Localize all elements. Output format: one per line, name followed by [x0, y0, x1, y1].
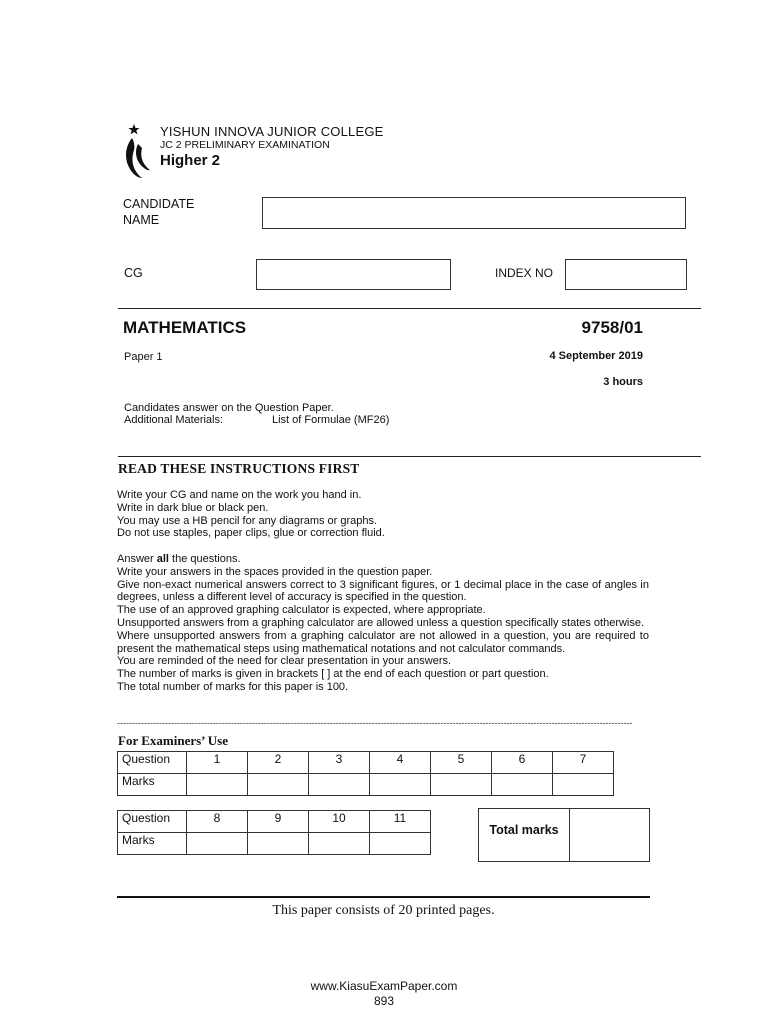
question-number: 8	[187, 811, 248, 833]
divider	[118, 308, 701, 309]
paper-number: Paper 1	[124, 351, 163, 363]
question-number: 5	[431, 752, 492, 774]
instruction-line: Write in dark blue or black pen.	[117, 501, 269, 514]
exam-name: JC 2 PRELIMINARY EXAMINATION	[160, 139, 330, 151]
question-number: 1	[187, 752, 248, 774]
marks-cell[interactable]	[492, 774, 553, 796]
question-number: 2	[248, 752, 309, 774]
exam-duration: 3 hours	[603, 376, 643, 388]
website-link[interactable]: www.KiasuExamPaper.com	[310, 979, 458, 993]
exam-date: 4 September 2019	[549, 350, 643, 362]
instruction-line: Do not use staples, paper clips, glue or correction fluid.	[117, 527, 385, 540]
instruction-line: Give non-exact numerical answers correct to 3 significant figures, or 1 decimal place in the case of angles in degrees, unless a different level of accuracy is specified in the question.	[117, 578, 649, 604]
question-label: Question	[118, 752, 187, 774]
instruction-line: The number of marks is given in brackets [ ] at the end of each question or part question.	[117, 668, 549, 681]
question-number: 11	[370, 811, 431, 833]
instruction-line: You are reminded of the need for clear presentation in your answers.	[117, 655, 452, 668]
answer-on-text: Candidates answer on the Question Paper.	[124, 402, 334, 414]
instruction-line: Unsupported answers from a graphing calculator are allowed unless a question specifically states otherwise.	[117, 616, 645, 629]
marks-cell[interactable]	[187, 774, 248, 796]
question-number: 6	[492, 752, 553, 774]
instructions-block-2	[117, 553, 649, 694]
college-logo	[122, 122, 154, 180]
instruction-line: The use of an approved graphing calculator is expected, where appropriate.	[117, 604, 486, 617]
subject-title: MATHEMATICS	[123, 318, 247, 337]
divider	[118, 456, 701, 457]
marks-table-1	[117, 751, 614, 796]
candidate-name-field[interactable]	[262, 197, 686, 229]
marks-label: Marks	[118, 833, 187, 855]
college-name: YISHUN INNOVA JUNIOR COLLEGE	[160, 124, 384, 139]
page-number: 893	[373, 994, 395, 1008]
marks-table-2	[117, 810, 431, 855]
question-label: Question	[118, 811, 187, 833]
marks-label: Marks	[118, 774, 187, 796]
question-number: 4	[370, 752, 431, 774]
level-title: Higher 2	[160, 152, 221, 169]
marks-cell[interactable]	[553, 774, 614, 796]
total-marks-box	[478, 808, 650, 862]
instruction-line: The total number of marks for this paper is 100.	[117, 680, 349, 693]
marks-cell[interactable]	[248, 833, 309, 855]
total-marks-label: Total marks	[479, 809, 570, 861]
paper-code: 9758/01	[581, 318, 643, 337]
question-number: 3	[309, 752, 370, 774]
question-number: 7	[553, 752, 614, 774]
marks-cell[interactable]	[309, 774, 370, 796]
dashed-separator: ----------------------------------------------------------------------------------------------------------------------------------------------------------------------------	[117, 718, 633, 728]
cg-label: CG	[124, 266, 143, 280]
materials-value: List of Formulae (MF26)	[272, 414, 390, 426]
cg-field[interactable]	[256, 259, 451, 290]
instruction-line: Where unsupported answers from a graphing calculator are not allowed in a question, you are required to present the mathematical steps using mathematical notations and not calculator commands.	[117, 629, 649, 655]
index-label: INDEX NO	[495, 266, 554, 280]
instruction-line: You may use a HB pencil for any diagrams or graphs.	[117, 514, 378, 527]
marks-cell[interactable]	[370, 833, 431, 855]
marks-cell[interactable]	[309, 833, 370, 855]
instruction-line: Write your answers in the spaces provided in the question paper.	[117, 565, 433, 578]
question-number: 10	[309, 811, 370, 833]
instructions-block-1	[117, 489, 649, 540]
page-count-text: This paper consists of 20 printed pages.	[272, 903, 495, 918]
marks-cell[interactable]	[187, 833, 248, 855]
materials-label: Additional Materials:	[124, 414, 224, 426]
index-field[interactable]	[565, 259, 687, 290]
instruction-line: Answer all the questions.	[117, 553, 241, 565]
examiners-heading: For Examiners’ Use	[118, 733, 228, 748]
question-number: 9	[248, 811, 309, 833]
marks-cell[interactable]	[431, 774, 492, 796]
instructions-heading: READ THESE INSTRUCTIONS FIRST	[118, 461, 360, 476]
instruction-line: Write your CG and name on the work you hand in.	[117, 489, 362, 501]
marks-cell[interactable]	[248, 774, 309, 796]
footer-divider	[117, 896, 650, 898]
candidate-name-label: CANDIDATE NAME	[123, 197, 195, 227]
marks-cell[interactable]	[370, 774, 431, 796]
